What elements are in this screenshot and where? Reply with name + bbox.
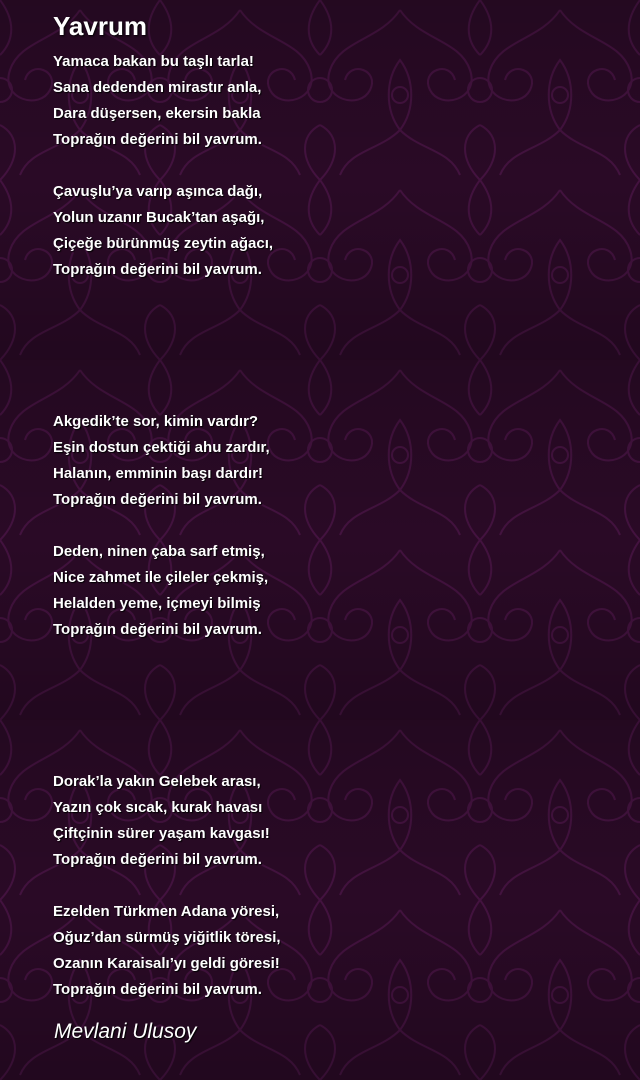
poem-line: Toprağın değerini bil yavrum. (53, 981, 262, 998)
poem-line: Helalden yeme, içmeyi bilmiş (53, 595, 261, 612)
stanza-1 (53, 49, 262, 153)
poem-line: Yolun uzanır Bucak’tan aşağı, (53, 209, 265, 226)
stanza-4 (53, 539, 268, 643)
poem-line: Oğuz’dan sürmüş yiğitlik töresi, (53, 929, 281, 946)
poem-line: Dara düşersen, ekersin bakla (53, 105, 261, 122)
stanza-3 (53, 409, 270, 513)
poem-author: Mevlani Ulusoy (54, 1020, 197, 1043)
poem-line: Akgedik’te sor, kimin vardır? (53, 413, 259, 430)
poem-line: Toprağın değerini bil yavrum. (53, 131, 262, 148)
poem-line: Çavuşlu’ya varıp aşınca dağı, (53, 183, 263, 200)
poem-line: Yazın çok sıcak, kurak havası (53, 799, 263, 816)
poem-line: Toprağın değerini bil yavrum. (53, 621, 262, 638)
poem-line: Toprağın değerini bil yavrum. (53, 851, 262, 868)
stanza-6 (53, 899, 281, 1003)
poem-line: Ezelden Türkmen Adana yöresi, (53, 903, 280, 920)
poem-line: Dorak’la yakın Gelebek arası, (53, 773, 261, 790)
poem-line: Toprağın değerini bil yavrum. (53, 491, 262, 508)
poem-title: Yavrum (53, 11, 147, 41)
poem-line: Toprağın değerini bil yavrum. (53, 261, 262, 278)
poem-line: Yamaca bakan bu taşlı tarla! (53, 53, 254, 70)
stanza-2 (53, 179, 273, 283)
poem-line: Deden, ninen çaba sarf etmiş, (53, 543, 265, 560)
poem-line: Eşin dostun çektiği ahu zardır, (53, 439, 270, 456)
poem-line: Çiçeğe bürünmüş zeytin ağacı, (53, 235, 274, 252)
poem-line: Nice zahmet ile çileler çekmiş, (53, 569, 269, 586)
stanza-5 (53, 769, 270, 873)
poem-line: Halanın, emminin başı dardır! (53, 465, 264, 482)
poem-line: Çiftçinin sürer yaşam kavgası! (53, 825, 270, 842)
poem-line: Ozanın Karaisalı’yı geldi göresi! (53, 955, 280, 972)
poem-line: Sana dedenden mirastır anla, (53, 79, 262, 96)
